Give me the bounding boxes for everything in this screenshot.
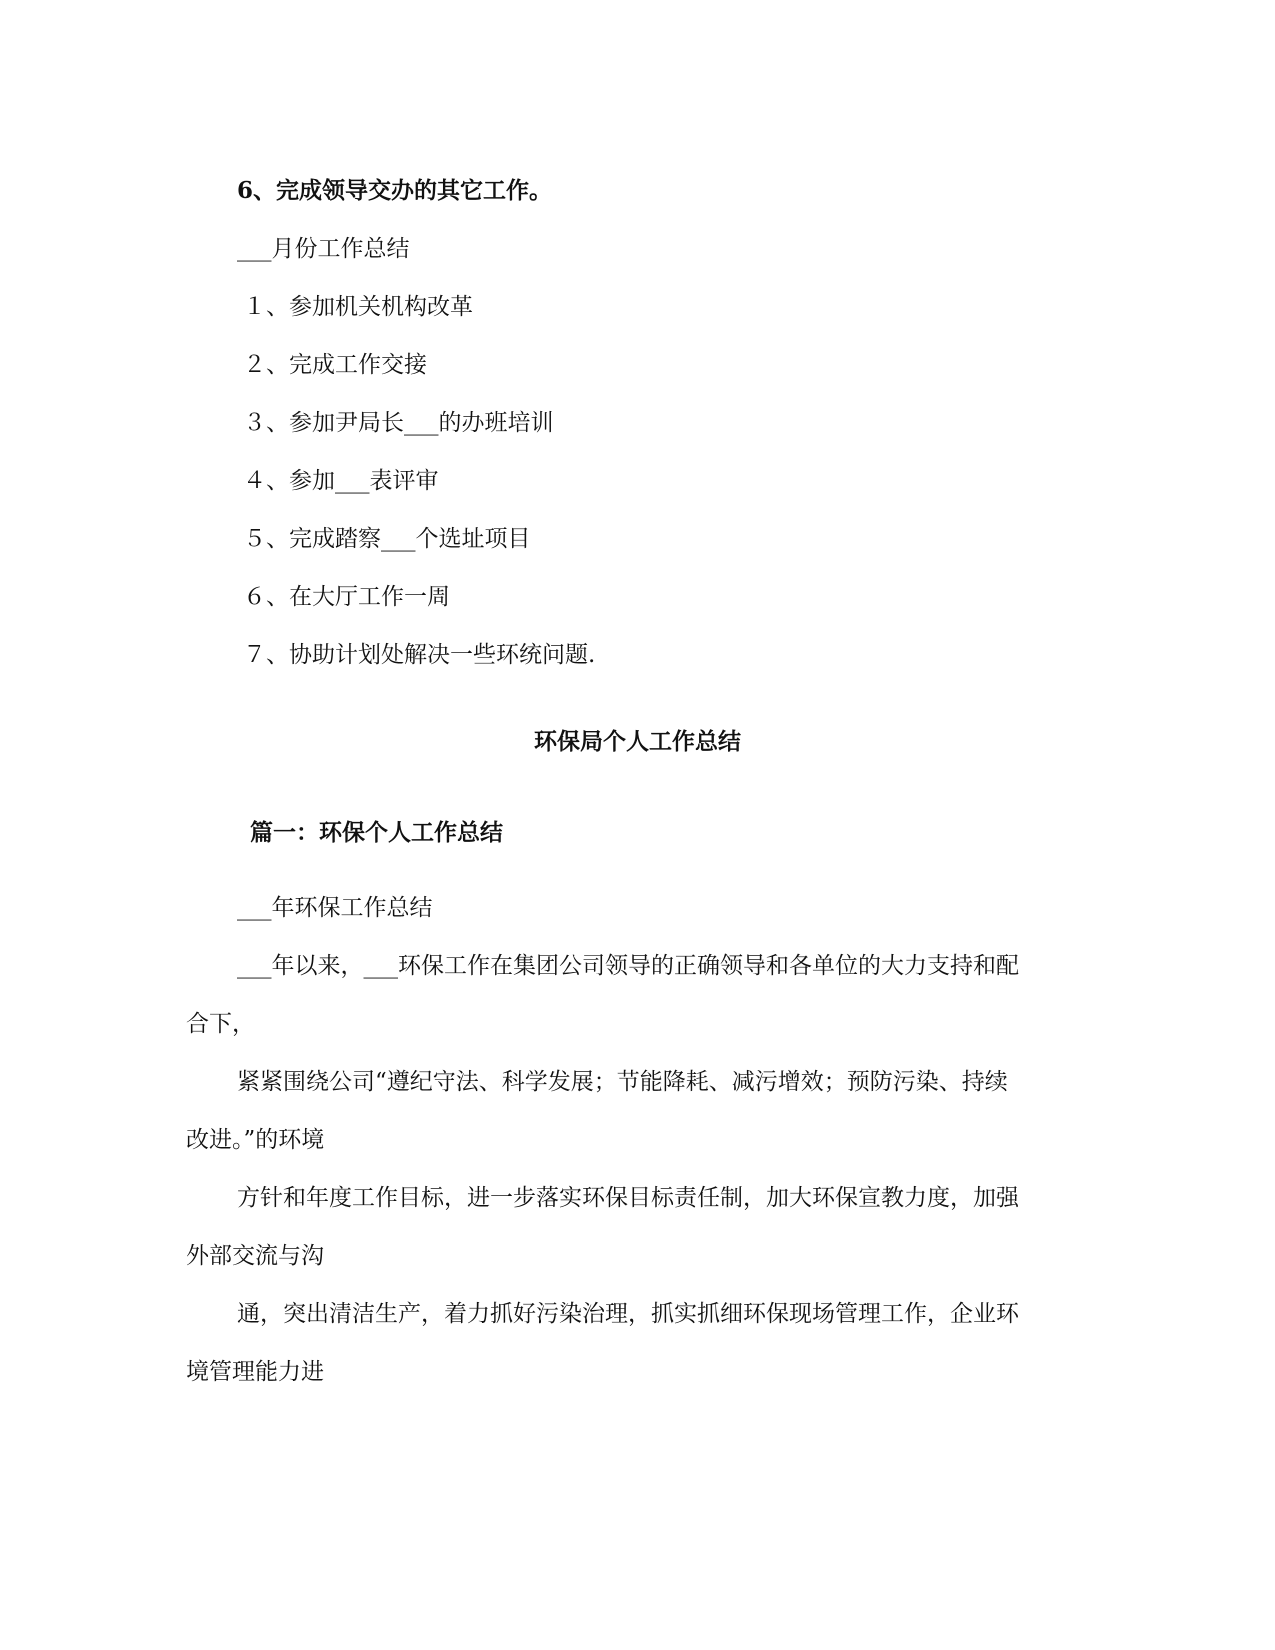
list-item: ７、协助计划处解决一些环统问题. (243, 642, 596, 668)
top-heading: 6、完成领导交办的其它工作。 (237, 177, 553, 204)
paragraph-line: 改进。”的环境 (186, 1127, 325, 1153)
month-summary-title: ___月份工作总结 (237, 236, 410, 262)
list-item: ３、参加尹局长___的办班培训 (243, 410, 554, 436)
paragraph-line: 通，突出清洁生产，着力抓好污染治理，抓实抓细环保现场管理工作，企业环 (237, 1301, 1019, 1327)
paragraph-line: 境管理能力进 (186, 1359, 324, 1385)
paragraph-line: ___年以来，___环保工作在集团公司领导的正确领导和各单位的大力支持和配 (237, 953, 1019, 979)
paragraph-line: 合下， (186, 1011, 255, 1037)
list-item: ４、参加___表评审 (243, 468, 439, 494)
paragraph-line: 外部交流与沟 (186, 1243, 324, 1269)
chapter-title: 篇一：环保个人工作总结 (250, 819, 503, 846)
paragraph-line: 紧紧围绕公司“遵纪守法、科学发展；节能降耗、减污增效；预防污染、持续 (237, 1069, 1008, 1095)
list-item: ６、在大厅工作一周 (243, 584, 450, 610)
section-title: 环保局个人工作总结 (534, 728, 741, 755)
list-item: ２、完成工作交接 (243, 352, 427, 378)
year-summary-title: ___年环保工作总结 (237, 895, 433, 921)
list-item: ５、完成踏察___个选址项目 (243, 526, 531, 552)
paragraph-line: 方针和年度工作目标，进一步落实环保目标责任制，加大环保宣教力度，加强 (237, 1185, 1019, 1211)
list-item: １、参加机关机构改革 (243, 294, 473, 320)
